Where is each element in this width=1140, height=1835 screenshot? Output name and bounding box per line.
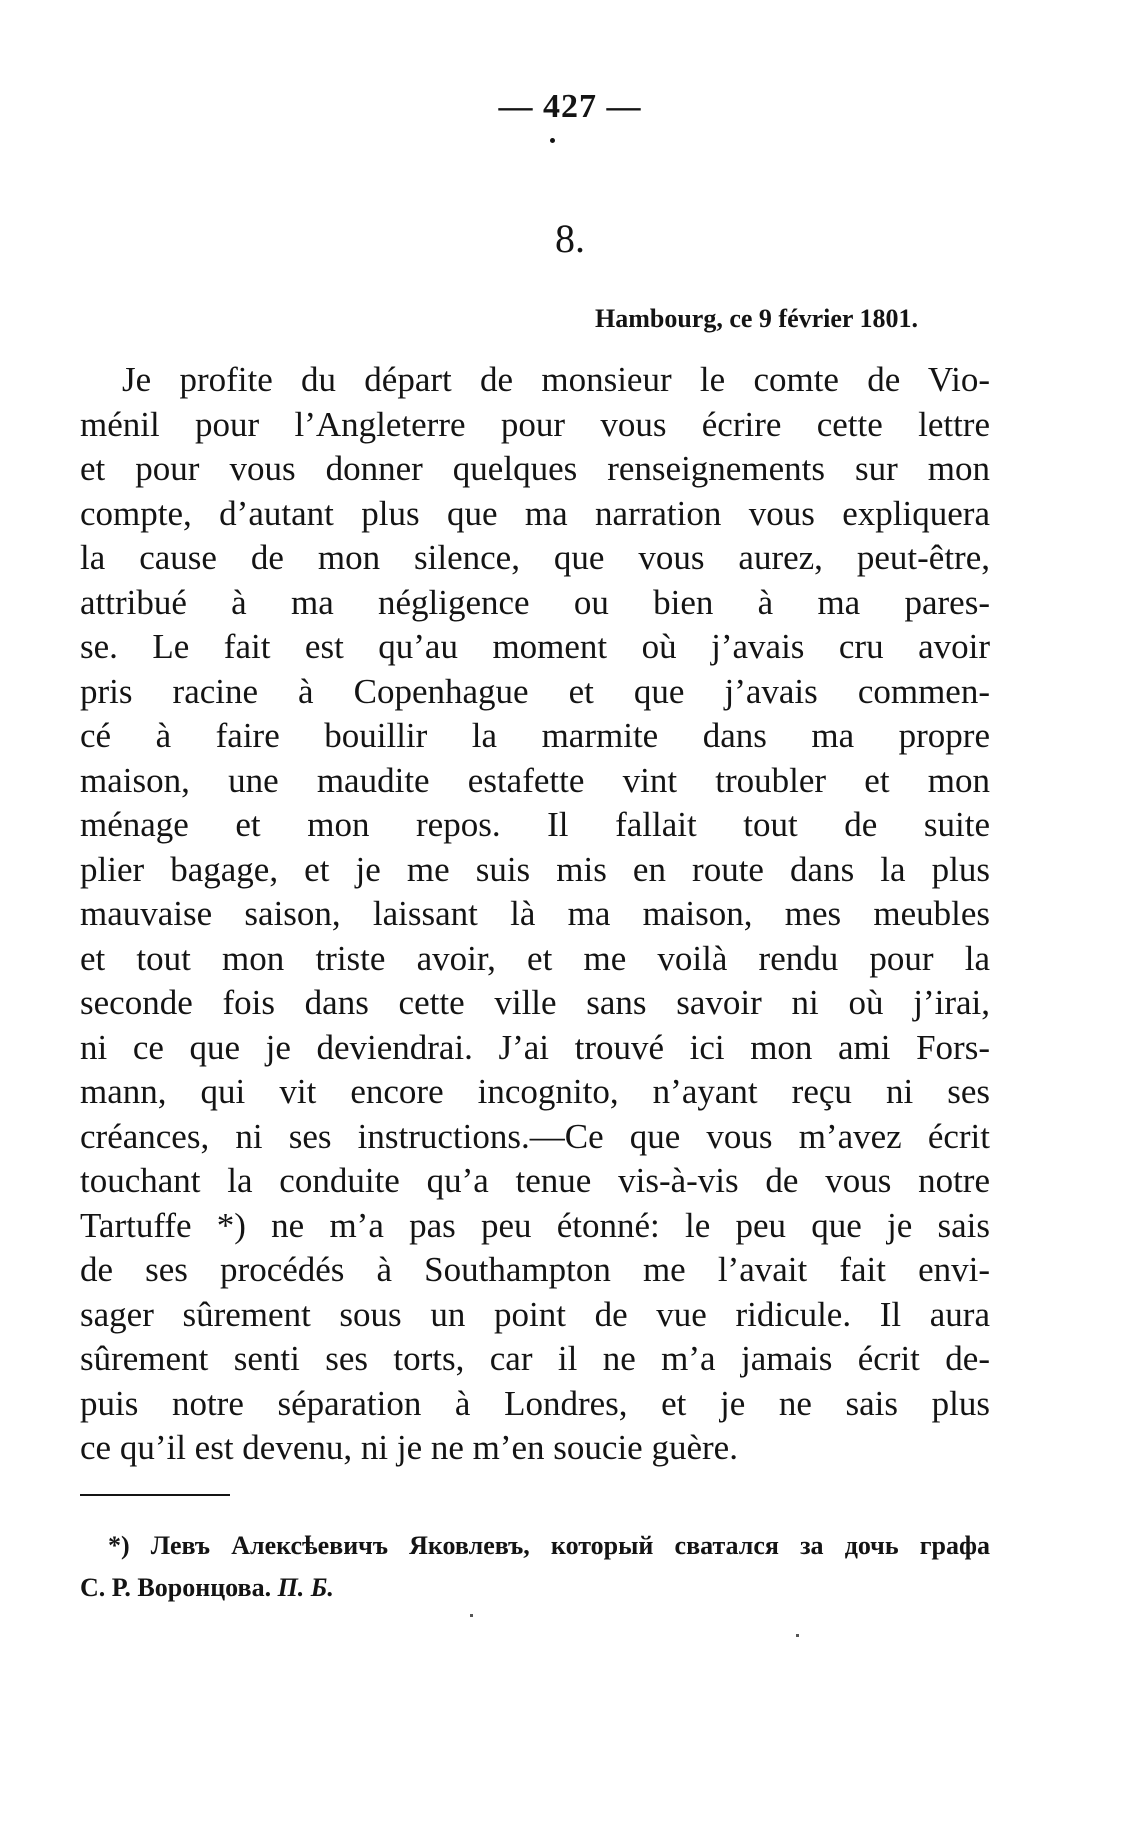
footnote-text: С. Р. Воронцова. [80, 1573, 278, 1602]
body-line: puis notre séparation à Londres, et je ne sais plus [80, 1383, 990, 1423]
body-line: et tout mon triste avoir, et me voilà rendu pour la [80, 938, 990, 978]
footnote-line: *) Левъ Алексѣевичъ Яковлевъ, который сватался за дочь графа [108, 1531, 990, 1560]
body-line: sûrement senti ses torts, car il ne m’a jamais écrit de- [80, 1339, 990, 1378]
body-line: de ses procédés à Southampton me l’avait fait envi- [80, 1250, 990, 1289]
body-line: sager sûrement sous un point de vue ridicule. Il aura [80, 1294, 990, 1334]
letter-number: 8. [555, 216, 585, 261]
body-line: touchant la conduite qu’a tenue vis-à-vis de vous notre [80, 1161, 990, 1200]
page-number: — 427 — [498, 88, 642, 125]
body-line: cé à faire bouillir la marmite dans ma propre [80, 716, 990, 755]
dateline: Hambourg, ce 9 février 1801. [595, 304, 918, 333]
print-speck [796, 1634, 799, 1637]
body-line: mann, qui vit encore incognito, n’ayant reçu ni ses [80, 1072, 990, 1111]
body-line: mauvaise saison, laissant là ma maison, mes meubles [80, 894, 990, 933]
letter-body [80, 358, 990, 1471]
body-line: maison, une maudite estafette vint troubler et mon [80, 760, 990, 800]
footnote-line [80, 1567, 990, 1609]
footnote-rule [80, 1494, 230, 1496]
body-line: ménage et mon repos. Il fallait tout de suite [80, 805, 990, 844]
body-line: ni ce que je deviendrai. J’ai trouvé ici mon ami Fors- [80, 1027, 990, 1067]
body-line: Je profite du départ de monsieur le comte de Vio- [122, 360, 990, 399]
body-line: attribué à ma négligence ou bien à ma pares- [80, 582, 990, 622]
body-line: ce qu’il est devenu, ni je ne m’en soucie guère. [80, 1428, 738, 1467]
body-line: et pour vous donner quelques renseignements sur mon [80, 449, 990, 488]
body-line: ménil pour l’Angleterre pour vous écrire cette lettre [80, 404, 990, 444]
printing-dot [550, 138, 555, 143]
body-line: la cause de mon silence, que vous aurez, peut-être, [80, 538, 990, 577]
body-line: Tartuffe *) ne m’a pas peu étonné: le peu que je sais [80, 1205, 990, 1245]
body-line: seconde fois dans cette ville sans savoir ni où j’irai, [80, 983, 990, 1022]
body-line: plier bagage, et je me suis mis en route dans la plus [80, 849, 990, 889]
body-line: compte, d’autant plus que ma narration vous expliquera [80, 493, 990, 533]
print-speck [470, 1614, 473, 1617]
footnote-initials: П. Б. [277, 1573, 334, 1602]
footnote [80, 1525, 990, 1609]
body-line: se. Le fait est qu’au moment où j’avais cru avoir [80, 627, 990, 666]
body-line: créances, ni ses instructions.—Ce que vous m’avez écrit [80, 1116, 990, 1156]
body-line: pris racine à Copenhague et que j’avais commen- [80, 671, 990, 711]
